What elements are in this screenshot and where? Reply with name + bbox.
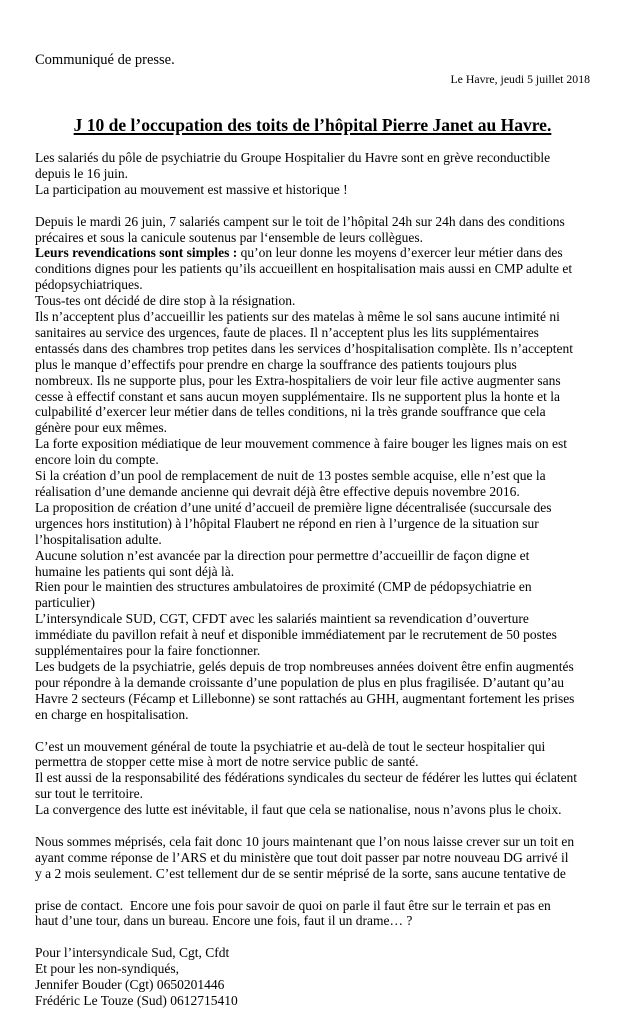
text-line: Frédéric Le Touze (Sud) 0612715410 — [35, 992, 238, 1008]
text-line: réalisation d’une demande ancienne qui devrait déjà être effective depuis novembre 2016. — [35, 484, 520, 500]
text-line: Nous sommes méprisés, cela fait donc 10 jours maintenant que l’on nous laisse crever sur un toit en — [35, 833, 575, 849]
text-line: immédiate du pavillon refait à neuf et disponible immédiatement par le recrutement de 50 postes — [35, 627, 557, 643]
text-line: génère pour eux mêmes. — [35, 420, 167, 436]
text-line: La forte exposition médiatique de leur mouvement commence à faire bouger les lignes mais on est — [35, 436, 567, 452]
text-line: particulier) — [35, 595, 95, 611]
text-line: Pour l’intersyndicale Sud, Cgt, Cfdt — [35, 945, 230, 961]
text-line: pour répondre à la demande croissante d’une population de plus en plus fragilisée. D’autant qu’au — [35, 674, 564, 690]
text-line: haut d’une tour, dans un bureau. Encore une fois, faut il un drame… ? — [35, 913, 413, 929]
paragraph — [35, 898, 590, 930]
text-line: pédopsychiatriques. — [35, 277, 143, 293]
text-line: conditions dignes pour les patients qu’ils accueillent en hospitalisation mais aussi en CMP adulte et — [35, 261, 573, 277]
text-line: nombreux. Ils ne supporte plus, pour les Extra-hospitaliers de voir leur file active augmenter sans — [35, 372, 561, 388]
text-line: Les salariés du pôle de psychiatrie du Groupe Hospitalier du Havre sont en grève reconductible — [35, 150, 551, 165]
text-line: encore loin du compte. — [35, 452, 159, 468]
text-line: culpabilité d’exercer leur métier dans de telles conditions, ni la très grande souffrance que cela — [35, 404, 546, 420]
paragraph — [35, 834, 590, 882]
text-line: sur tout le territoire. — [35, 786, 143, 802]
text-line: y a 2 mois seulement. C’est tellement dur de se sentir méprisé de la sorte, sans aucune tentative de — [35, 865, 566, 881]
press-release-label: Communiqué de presse. — [35, 52, 175, 68]
text-line: cesse à effectif constant et sans aucun moyen supplémentaire. Ils ne supportent plus la honte et la — [35, 388, 560, 404]
text-line: Tous-tes ont décidé de dire stop à la résignation. — [35, 293, 296, 309]
text-line: plus le manque d’effectifs pour prendre en charge la souffrance des patients toujours plus — [35, 356, 517, 372]
dateline: Le Havre, jeudi 5 juillet 2018 — [450, 72, 590, 86]
text-line: La participation au mouvement est massive et historique ! — [35, 181, 348, 197]
text-line: depuis le 16 juin. — [35, 165, 128, 181]
text-line: Rien pour le maintien des structures ambulatoires de proximité (CMP de pédopsychiatrie en — [35, 579, 532, 595]
text-line: entassés dans des chambres trop petites dans les services d’hospitalisation complète. Ils n’acceptent — [35, 340, 573, 356]
paragraph — [35, 214, 590, 723]
text-line: Et pour les non-syndiqués, — [35, 961, 179, 977]
text-line: urgences hors institution) à l’hôpital Flaubert ne répond en rien à l’urgence de la situation sur — [35, 515, 539, 531]
text-line: La convergence des lutte est inévitable, il faut que cela se nationalise, nous n’avons plus le choix. — [35, 802, 562, 818]
text-line: l’hospitalisation adulte. — [35, 531, 162, 547]
paragraph — [35, 150, 590, 198]
text-line — [35, 245, 590, 261]
text-line: humaine les patients qui sont déjà là. — [35, 563, 235, 579]
text-line: Jennifer Bouder (Cgt) 0650201446 — [35, 977, 225, 993]
text-line: sanitaires au service des urgences, faute de places. Il n’acceptent plus les lits supplémentaires — [35, 324, 539, 340]
text-line: Aucune solution n’est avancée par la direction pour permettre d’accueillir de façon digne et — [35, 547, 530, 563]
bold-lead-in: Leurs revendications sont simples : — [35, 245, 238, 261]
paragraph — [35, 739, 590, 819]
document-body — [35, 150, 590, 1009]
document-title: J 10 de l’occupation des toits de l’hôpital Pierre Janet au Havre. — [73, 115, 552, 135]
text-line: La proposition de création d’une unité d’accueil de première ligne décentralisée (succursale des — [35, 499, 552, 515]
text-line: C’est un mouvement général de toute la psychiatrie et au-delà de tout le secteur hospitalier qui — [35, 738, 546, 754]
text-line: en charge en hospitalisation. — [35, 706, 189, 722]
text-line: précaires et sous la canicule soutenus par l‘ensemble de leurs collègues. — [35, 229, 423, 245]
text-line: Depuis le mardi 26 juin, 7 salariés campent sur le toit de l’hôpital 24h sur 24h dans des conditions — [35, 213, 565, 229]
text-line: ayant comme réponse de l’ARS et du ministère que tout doit passer par notre nouveau DG arrivé il — [35, 849, 569, 865]
text-line: Si la création d’un pool de remplacement de nuit de 13 postes semble acquise, elle n’est que la — [35, 468, 546, 484]
text-line: permettra de stopper cette mise à mort de notre service public de santé. — [35, 754, 419, 770]
text-line: supplémentaires pour la faire fonctionner. — [35, 643, 261, 659]
text-line: Ils n’acceptent plus d’accueillir les patients sur des matelas à même le sol sans aucune intimité ni — [35, 309, 560, 325]
signature-block — [35, 945, 590, 1009]
text-line: prise de contact. Encore une fois pour savoir de quoi on parle il faut être sur le terrain et pas en — [35, 897, 551, 913]
line-rest: qu’on leur donne les moyens d’exercer leur métier dans des — [237, 245, 563, 261]
text-line: Les budgets de la psychiatrie, gelés depuis de trop nombreuses années doivent être enfin augmentés — [35, 658, 574, 674]
text-line: Il est aussi de la responsabilité des fédérations syndicales du secteur de fédérer les luttes qui éclatent — [35, 770, 578, 786]
text-line: Havre 2 secteurs (Fécamp et Lillebonne) se sont rattachés au GHH, augmentant fortement les prises — [35, 690, 575, 706]
text-line: L’intersyndicale SUD, CGT, CFDT avec les salariés maintient sa revendication d’ouverture — [35, 611, 529, 627]
